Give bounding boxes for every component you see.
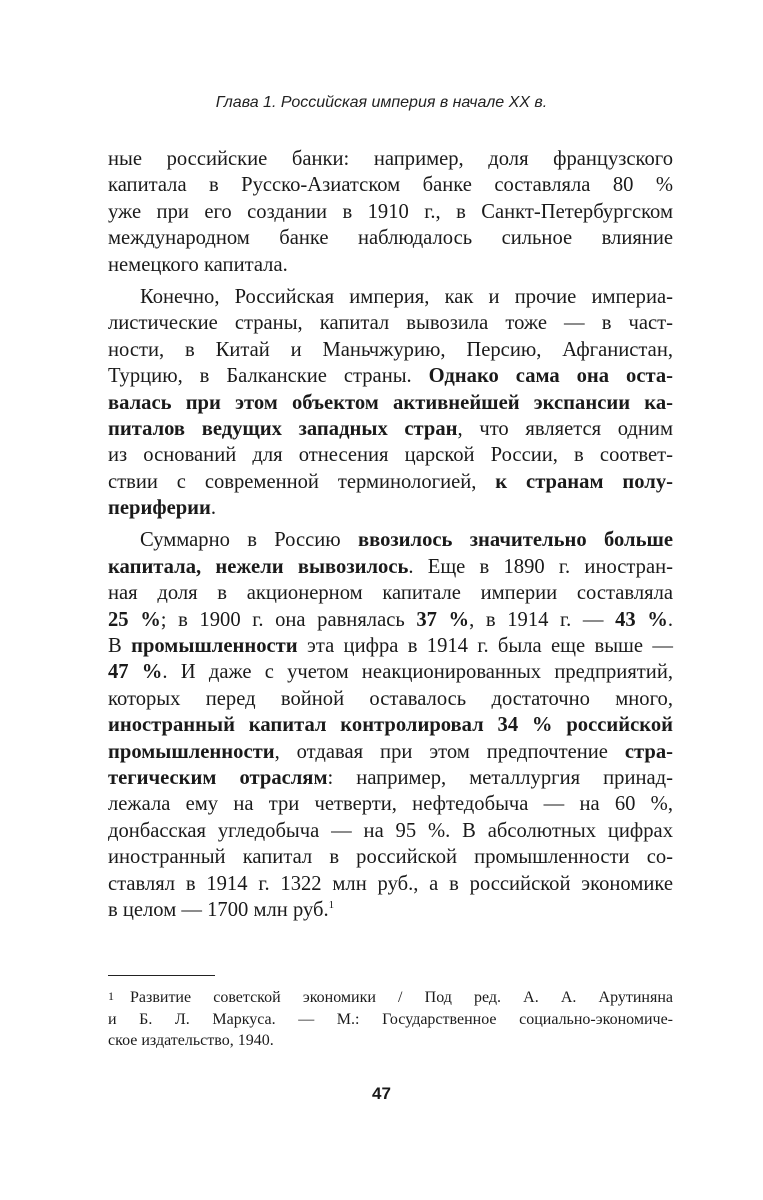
text-run: ; в 1900 г. она равнялась — [160, 608, 417, 631]
text-line — [108, 225, 673, 251]
bold-text: капитала, нежели вывозилось — [108, 555, 409, 578]
bold-text: к странам полу- — [495, 470, 673, 493]
bold-text: валась при этом объектом активнейшей экспансии ка- — [108, 391, 673, 414]
text-run: донбасская угледобыча — на 95 %. В абсолютных цифрах — [108, 819, 673, 842]
bold-text: 25 % — [108, 608, 161, 631]
text-line — [108, 146, 673, 172]
text-line — [108, 897, 673, 923]
text-line — [108, 659, 673, 685]
bold-text: иностранный капитал контролировал 34 % российской — [108, 714, 673, 737]
text-run: , отдавая при этом предпочтение — [274, 740, 625, 763]
text-run: уже при его создании в 1910 г., в Санкт-Петербургском — [108, 200, 673, 223]
bold-text: промышленности — [108, 740, 275, 763]
text-line — [108, 442, 673, 468]
text-line — [108, 527, 673, 553]
bold-text: 37 % — [416, 608, 470, 631]
text-line — [108, 686, 673, 712]
text-line — [108, 739, 673, 765]
text-line — [108, 712, 673, 738]
text-run: Конечно, Российская империя, как и прочие империа- — [140, 285, 673, 308]
text-run: . — [667, 608, 674, 631]
text-run: ставлял в 1914 г. 1322 млн руб., а в российской экономике — [108, 872, 673, 895]
running-header: Глава 1. Российская империя в начале XX в. — [215, 94, 548, 111]
text-run: иностранный капитал в российской промышленности со- — [108, 846, 673, 869]
text-run: . — [210, 497, 217, 520]
footnote-text: Развитие советской экономики / Под ред. А. А. Арутиняна — [130, 989, 673, 1006]
bold-text: 43 % — [615, 608, 668, 631]
text-line — [108, 390, 673, 416]
text-run: , в 1914 г. — — [469, 608, 616, 631]
text-run: которых перед войной оставалось достаточно много, — [108, 687, 673, 710]
footnote-divider — [108, 975, 215, 976]
text-line — [108, 607, 673, 633]
text-line — [108, 633, 673, 659]
footnote-text: ское издательство, 1940. — [108, 1032, 274, 1049]
text-line — [108, 199, 673, 225]
text-run: международном банке наблюдалось сильное влияние — [108, 227, 673, 250]
bold-text: стра- — [624, 740, 673, 763]
bold-text: питалов ведущих западных стран — [108, 417, 458, 440]
bold-text: Однако сама она оста- — [428, 365, 673, 388]
text-run: . И даже с учетом неакционированных предприятий, — [162, 661, 673, 684]
text-run: ствии с современной терминологией, — [108, 470, 496, 493]
text-run: В — [108, 635, 132, 658]
text-line — [108, 844, 673, 870]
text-run: : например, металлургия принад- — [327, 766, 673, 789]
text-line — [108, 791, 673, 817]
text-run: ные российские банки: например, доля французского — [108, 148, 673, 170]
text-run: лежала ему на три четверти, нефтедобыча — на 60 %, — [108, 793, 673, 816]
main-text — [108, 146, 673, 923]
text-line — [108, 284, 673, 310]
text-run: немецкого капитала. — [108, 253, 288, 276]
text-run: Суммарно в Россию — [140, 529, 358, 552]
text-run: из оснований для отнесения царской России, в соответ- — [108, 444, 673, 467]
bold-text: периферии — [108, 497, 211, 520]
text-run: капитала в Русско-Азиатском банке составляла 80 % — [108, 174, 673, 197]
footnote-line — [108, 986, 673, 1009]
bold-text: промышленности — [131, 635, 298, 658]
text-run: Турцию, в Балканские страны. — [108, 365, 429, 388]
footnote-reference: 1 — [328, 899, 335, 912]
text-line — [108, 818, 673, 844]
text-line — [108, 252, 673, 278]
text-line — [108, 363, 673, 389]
bold-text: ввозилось значительно больше — [357, 529, 673, 552]
text-line — [108, 765, 673, 791]
text-line — [108, 495, 673, 521]
footnote-text: и Б. Л. Маркуса. — М.: Государственное социально-экономиче- — [108, 1010, 673, 1028]
footnote-line — [108, 1030, 673, 1052]
text-line — [108, 580, 673, 606]
text-run: , что является одним — [457, 417, 673, 440]
page-number: 47 — [372, 1084, 391, 1103]
bold-text: тегическим отраслям — [108, 766, 328, 789]
footnote-line — [108, 1009, 673, 1031]
text-line — [108, 310, 673, 336]
text-line — [108, 469, 673, 495]
text-line — [108, 416, 673, 442]
text-line — [108, 172, 673, 198]
footnote — [108, 986, 673, 1052]
text-line — [108, 337, 673, 363]
text-run: ная доля в акционерном капитале империи составляла — [108, 582, 673, 605]
text-run: . Еще в 1890 г. иностран- — [408, 555, 673, 578]
bold-text: 47 % — [108, 661, 163, 684]
text-run: в целом — 1700 млн руб. — [108, 898, 329, 921]
text-run: ности, в Китай и Маньчжурию, Персию, Афганистан, — [108, 338, 673, 361]
text-line — [108, 554, 673, 580]
text-line — [108, 871, 673, 897]
text-run: листические страны, капитал вывозила тоже — в част- — [108, 312, 673, 335]
text-run: эта цифра в 1914 г. была еще выше — — [297, 635, 673, 658]
footnote-mark: 1 — [108, 989, 114, 1003]
